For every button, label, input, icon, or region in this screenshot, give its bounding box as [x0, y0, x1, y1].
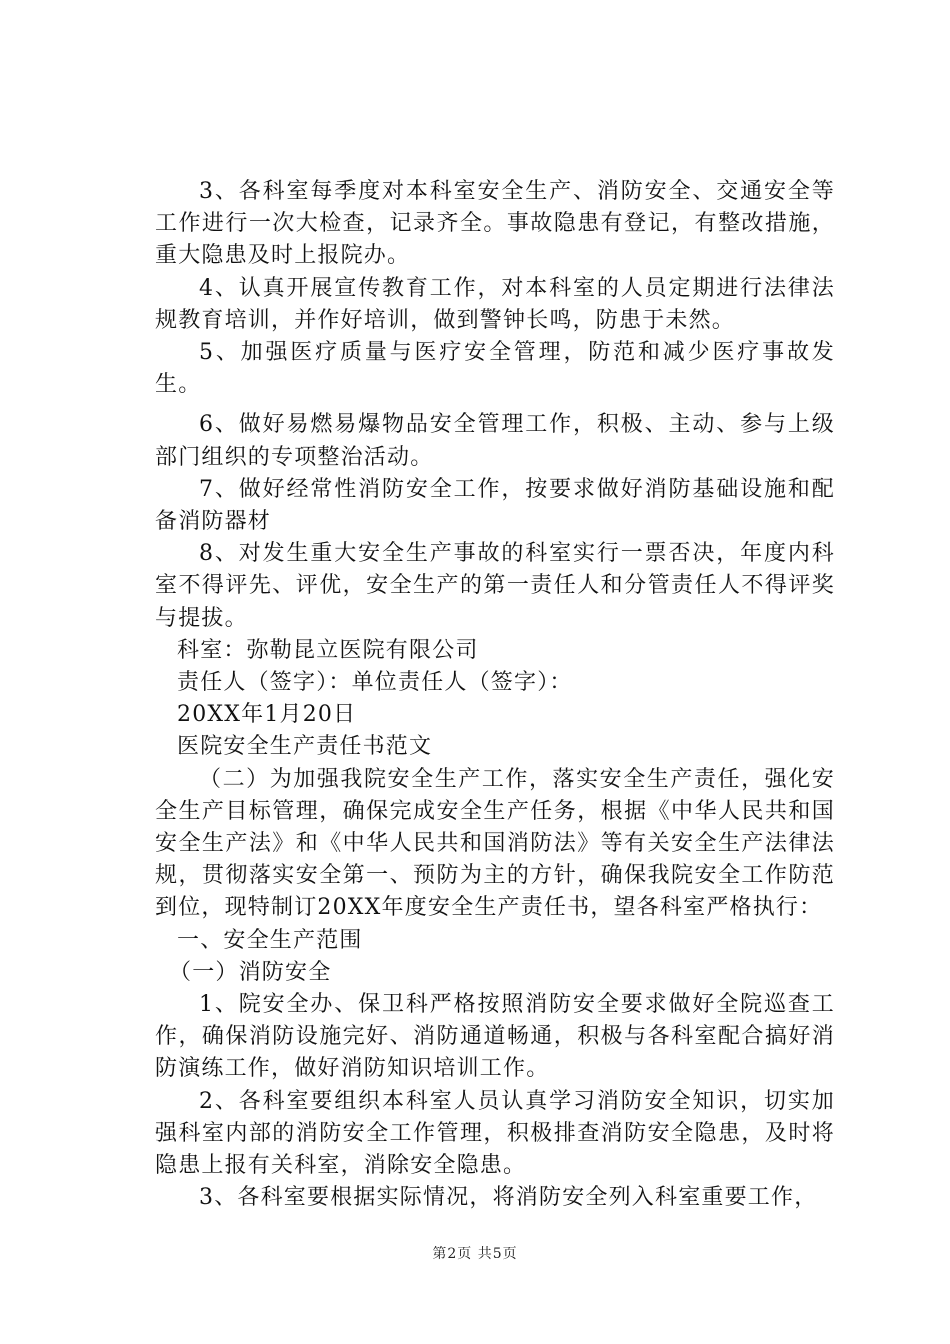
- paragraph-item-3: 3、各科室每季度对本科室安全生产、消防安全、交通安全等工作进行一次大检查，记录齐全。事故隐患有登记，有整改措施，重大隐患及时上报院办。: [155, 179, 835, 269]
- fire-item-1: 1、院安全办、保卫科严格按照消防安全要求做好全院巡查工作，确保消防设施完好、消防通道畅通，积极与各科室配合搞好消防演练工作，做好消防知识培训工作。: [155, 992, 835, 1082]
- document-body: [155, 176, 835, 1215]
- fire-item-2: 2、各科室要组织本科室人员认真学习消防安全知识，切实加强科室内部的消防安全工作管理，积极排查消防安全隐患，及时将隐患上报有关科室，消除安全隐患。: [155, 1088, 835, 1179]
- paragraph-item-4: 4、认真开展宣传教育工作，对本科室的人员定期进行法律法规教育培训，并作好培训，做到警钟长鸣，防患于未然。: [155, 275, 835, 333]
- fire-item-3: 3、各科室要根据实际情况，将消防安全列入科室重要工作，: [199, 1185, 818, 1211]
- paragraph-item-8: 8、对发生重大安全生产事故的科室实行一票否决，年度内科室不得评先、评优，安全生产的第一责任人和分管责任人不得评奖与提拔。: [155, 541, 835, 631]
- department-line: 科室：弥勒昆立医院有限公司: [177, 637, 479, 663]
- signature-line: 责任人（签字）：单位责任人（签字）：: [177, 670, 573, 696]
- date-line: 20XX年1月20日: [177, 702, 357, 728]
- document-title: 医院安全生产责任书范文: [177, 734, 433, 760]
- paragraph-item-7: 7、做好经常性消防安全工作，按要求做好消防基础设施和配备消防器材: [155, 476, 835, 535]
- paragraph-item-5: 5、加强医疗质量与医疗安全管理，防范和减少医疗事故发生。: [155, 340, 835, 398]
- subsection-heading: （一）消防安全: [169, 959, 332, 985]
- paragraph-item-6: 6、做好易燃易爆物品安全管理工作，积极、主动、参与上级部门组织的专项整治活动。: [155, 412, 835, 470]
- section-heading: 一、安全生产范围: [177, 927, 363, 953]
- intro-paragraph: （二）为加强我院安全生产工作，落实安全生产责任，强化安全生产目标管理，确保完成安全生产任务，根据《中华人民共和国安全生产法》和《中华人民共和国消防法》等有关安全生产法律法规，贯彻落实安全第一、预防为主的方针，确保我院安全工作防范到位，现特制订20XX年度安全生产责任书，望各科室严格执行：: [155, 766, 835, 921]
- page-number-footer: 第2页 共5页: [432, 1246, 518, 1262]
